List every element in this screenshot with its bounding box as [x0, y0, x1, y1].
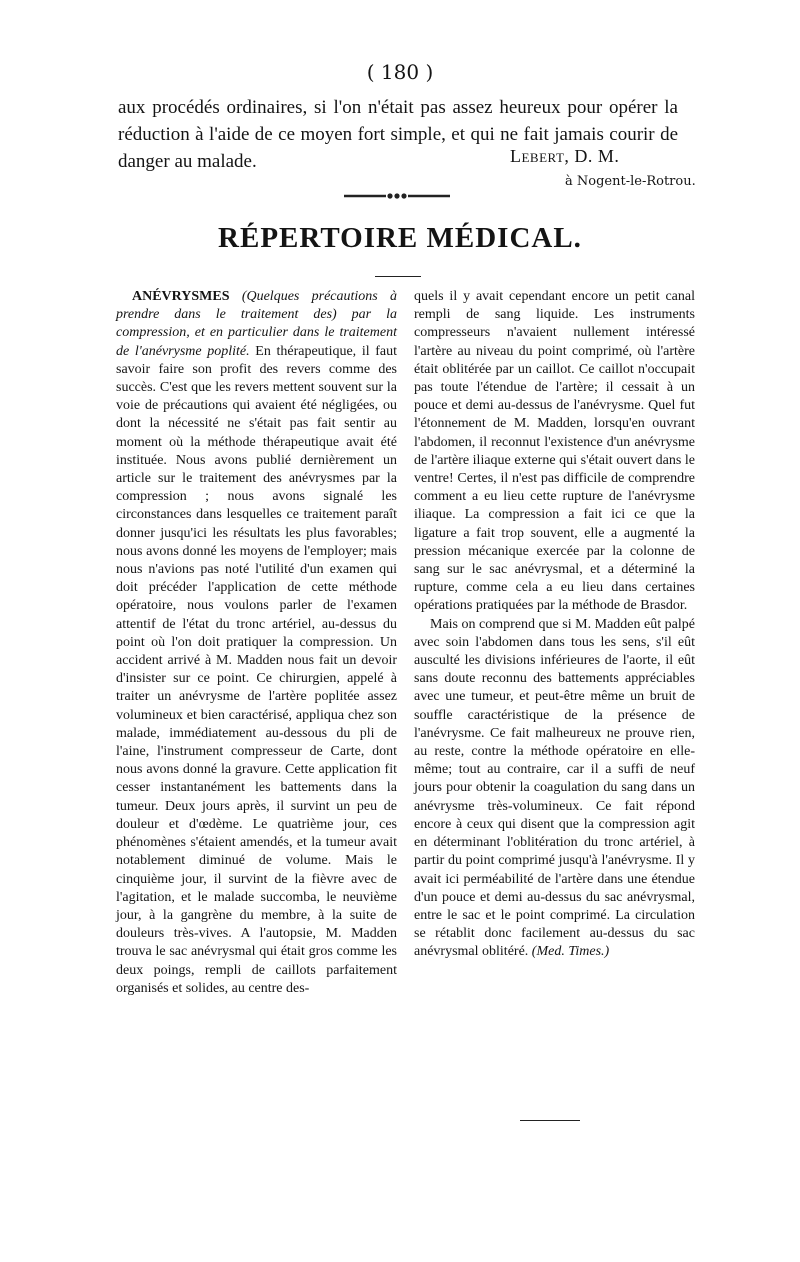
left-column: [116, 288, 397, 998]
section-title: RÉPERTOIRE MÉDICAL.: [218, 222, 582, 254]
signature-text: Lebert, D. M.: [510, 146, 620, 166]
article-body-right-2: Mais on comprend que si M. Madden eût palpé avec soin l'abdomen dans tous les sens, s'il eût ausculté les divisions inférieures de l'aorte, il eût sans doute reconnu des battements appréciables avec une tumeur, et peut-être même un bruit de souffle caractéristique de la présence de l'anévrysme. Ce fait malheureux ne prouve rien, au reste, contre la méthode opératoire en elle-même; tout au contraire, car il a suffi de neuf jours pour obtenir la coagulation du sang dans un anévrysme très-volumineux. Ce fait répond encore à ceux qui disent que la compression agit en déterminant l'oblitération du tronc artériel, à partir du point comprimé jusqu'à l'anévrysme. Il y avait ici perméabilité de l'artère dans une étendue d'un pouce et demi au-dessus du sac anévrysmal, entre le sac et le point comprimé. La circulation se rétablit donc facilement au-dessus du sac anévrysmal oblitéré.: [414, 616, 695, 960]
entry-heading: ANÉVRYSMES: [132, 289, 230, 304]
title-rule: [375, 276, 421, 277]
page-number: ( 180 ): [366, 60, 434, 84]
continuation-text: aux procédés ordinaires, si l'on n'était pas assez heureux pour opérer la réduction à l'aide de ce moyen fort simple, et qui ne fait jamais courir de danger au malade.: [118, 97, 678, 172]
author-signature: [510, 146, 619, 167]
article-body-right-1: quels il y avait cependant encore un petit canal rempli de sang liquide. Les instruments compresseurs n'avaient nullement intéressé l'artère au niveau du point comprimé, où l'artère était oblitérée par un caillot. Ce caillot n'occupait pas toute l'étendue de l'artère; il cessait à un pouce et demi au-dessus de l'anévrysme. Quel fut l'étonnement de M. Madden, lorsqu'en ouvrant l'abdomen, il reconnut l'existence d'un anévrysme de l'artère iliaque externe qui s'était ouvert dans le ventre! Certes, il n'est pas difficile de comprendre comment a eu lieu cette rupture de l'anévrysme iliaque. La compression a fait ici ce que la ligature a fait trop souvent, elle a augmenté la pression mécanique exercée par la colonne de sang sur le sac anévrysmal, et a déterminé la rupture, comme cela a eu lieu dans certaines opérations pratiquées par la méthode de Brasdor.: [414, 289, 695, 614]
end-rule: [520, 1120, 580, 1121]
right-column: [414, 288, 695, 962]
author-location: à Nogent-le-Rotrou.: [565, 174, 696, 189]
article-body-left: En thérapeutique, il faut savoir faire son profit des revers comme des succès. C'est que les revers mettent souvent sur la voie de précautions qui avaient été négligées, ou dont la nécessité ne s'était pas fait sentir au moment où la méthode thérapeutique avait été instituée. Nous avons publié dernièrement un article sur le traitement des anévrysmes par la compression ; nous avons signalé les circonstances dans lesquelles ce traitement paraît donner jusqu'ici les résultats les plus favorables; nous avons donné les moyens de l'employer; mais nous n'avions pas noté l'utilité d'un examen qui doit précéder l'application de cette méthode opératoire, nous voulons parler de l'examen attentif de l'état du tronc artériel, au-dessus du point où l'on doit pratiquer la compression. Un accident arrivé à M. Madden nous fait un devoir d'insister sur ce point. Ce chirurgien, appelé à traiter un anévrysme de l'artère poplitée assez volumineux et bien caractérisé, appliqua chez son malade, immédiatement au-dessous du pli de l'aine, l'instrument compresseur de Carte, dont nous avons donné la gravure. Cette application fit cesser instantanément les battements dans la tumeur. Deux jours après, il survint un peu de douleur et d'œdème. Le quatrième jour, ces phénomènes s'étaient amendés, et la tumeur avait notablement diminué de volume. Mais le cinquième jour, il survint de la fièvre avec de l'agitation, et le malade succomba, le neuvième jour, à la gangrène du membre, à la suite de douleurs très-vives. A l'autopsie, M. Madden trouva le sac anévrysmal qui était gros comme les deux poings, rempli de caillots parfaitement organisés et solides, au centre des-: [116, 343, 398, 996]
ornament-divider: [342, 190, 452, 202]
article-intro: [116, 288, 397, 998]
source-citation: (Med. Times.): [531, 944, 610, 960]
article-paragraph: [414, 616, 695, 962]
entry-subtitle: (Quelques précautions à prendre dans le traitement des) par la compression, et en particulier dans le traitement de l'anévrysme poplité.: [116, 289, 397, 359]
